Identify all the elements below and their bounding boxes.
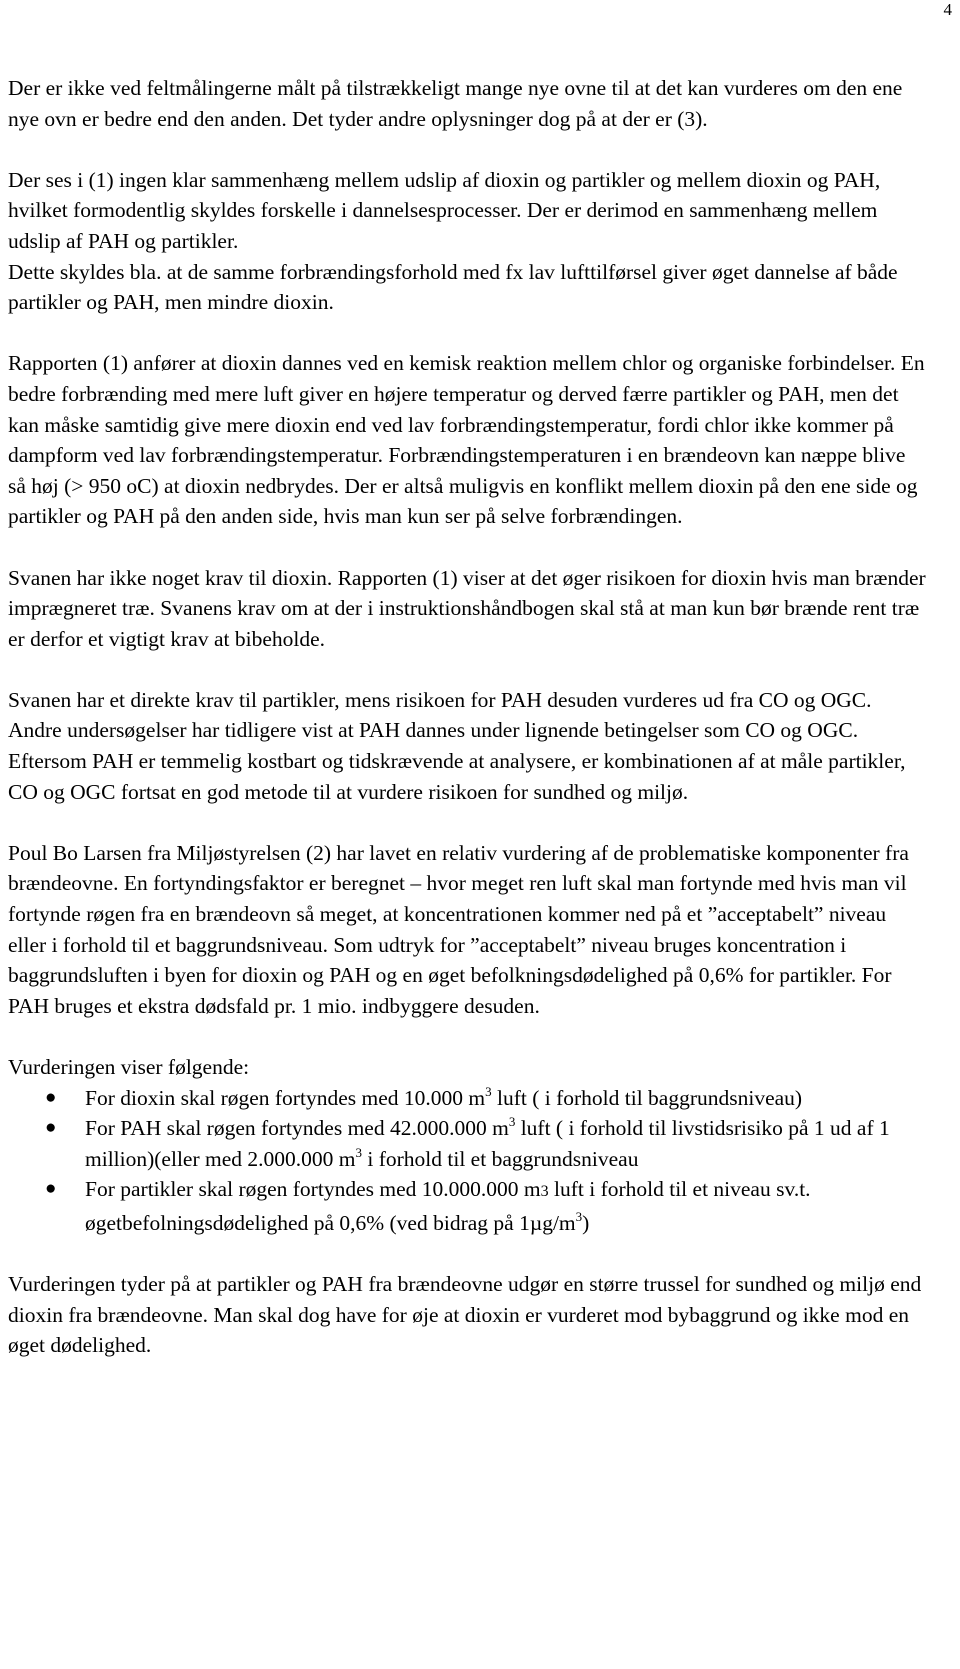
- bullet-icon: ●: [45, 1086, 57, 1108]
- paragraph-dioxin-formation: Rapporten (1) anfører at dioxin dannes ved en kemisk reaktion mellem chlor og organiske forbindelser. En bedre forbrænding med mere luft giver en højere temperatur og derved færre partikler og PAH, men det kan måske samtidig give mere dioxin end ved lav forbrændingstemperatur, fordi chlor ikke kommer på dampform ved lav forbrændingstemperatur. Forbrændingstemperaturen i en brændeovn kan næppe blive så høj (> 950 oC) at dioxin nedbrydes. Der er altså muligvis en konflikt mellem dioxin på den ene side og partikler og PAH på den anden side, hvis man kun ser på selve forbrændingen.: [8, 351, 925, 529]
- superscript: 3: [485, 1083, 492, 1099]
- list-item-text: luft ( i forhold til baggrundsniveau): [491, 1085, 803, 1110]
- bullet-icon: ●: [45, 1117, 57, 1139]
- paragraph-relative-assessment: Poul Bo Larsen fra Miljøstyrelsen (2) har lavet en relativ vurdering af de problematiske komponenter fra brændeovne. En fortyndingsfaktor er beregnet – hvor meget ren luft skal man fortynde med hvis man vil fortynde røgen fra en brændeovn så meget, at koncentrationen kommer ned på et ”acceptabelt” niveau eller i forhold til et baggrundsniveau. Som udtryk for ”acceptabelt” niveau bruges koncentration i baggrundsluften i byen for dioxin og PAH og en øget befolkningsdødelighed på 0,6% for partikler. For PAH bruges et ekstra dødsfald pr. 1 mio. indbyggere desuden.: [8, 840, 909, 1018]
- unit-exponent: 3: [540, 1183, 549, 1201]
- list-item-text: luft i forhold til et niveau sv.t. øgetbefolningsdødelighed på 0,6% (ved bidrag på 1µg/m: [85, 1177, 811, 1235]
- list-item-text: luft ( i forhold til livstidsrisiko på 1 ud af 1 million)(eller med 2.000.000 m: [85, 1116, 890, 1171]
- superscript: 3: [355, 1144, 362, 1160]
- paragraph-svanen-particles: Svanen har et direkte krav til partikler, mens risikoen for PAH desuden vurderes ud fra CO og OGC. Andre undersøgelser har tidligere vist at PAH dannes under lignende betingelser som CO og OGC. Eftersom PAH er temmelig kostbart og tidskrævende at analysere, er kombinationen af at måle partikler, CO og OGC fortsat en god metode til at vurdere risikoen for sundhed og miljø.: [8, 687, 906, 804]
- paragraph-new-stoves: Der er ikke ved feltmålingerne målt på tilstrækkeligt mange nye ovne til at det kan vurderes om den ene nye ovn er bedre end den anden. Det tyder andre oplysninger dog på at der er (3).: [8, 76, 903, 131]
- document-body: [8, 73, 928, 1392]
- list-item-text: For PAH skal røgen fortyndes med 42.000.000 m: [85, 1116, 509, 1141]
- list-item-pah: [8, 1113, 928, 1174]
- list-item-text: i forhold til et baggrundsniveau: [362, 1146, 639, 1171]
- paragraph-combustion-conditions: Dette skyldes bla. at de samme forbrændingsforhold med fx lav lufttilførsel giver øget dannelse af både partikler og PAH, men mindre dioxin.: [8, 259, 898, 315]
- list-item-text: For dioxin skal røgen fortyndes med 10.000 m: [85, 1085, 486, 1110]
- list-item-text: For partikler skal røgen fortyndes med 10.000.000 m: [85, 1177, 541, 1202]
- superscript: 3: [575, 1208, 583, 1224]
- paragraph-correlation: Der ses i (1) ingen klar sammenhæng mellem udslip af dioxin og partikler og mellem dioxin og PAH, hvilket formodentlig skyldes forskelle i dannelsesprocesser. Der er derimod en sammenhæng mellem udslip af PAH og partikler.: [8, 167, 881, 253]
- superscript: 3: [508, 1114, 516, 1130]
- bullet-icon: ●: [45, 1178, 57, 1200]
- paragraph-assessment-intro: Vurderingen viser følgende:: [8, 1055, 250, 1079]
- paragraph-svanen-dioxin: Svanen har ikke noget krav til dioxin. Rapporten (1) viser at det øger risikoen for dioxin hvis man brænder imprægneret træ. Svanens krav om at der i instruktionshåndbogen skal stå at man kun bør brænde rent træ er derfor et vigtigt krav at bibeholde.: [8, 565, 926, 651]
- paragraph-conclusion: Vurderingen tyder på at partikler og PAH fra brændeovne udgør en større trussel for sundhed og miljø end dioxin fra brændeovne. Man skal dog have for øje at dioxin er vurderet mod bybaggrund og ikke mod en øget dødelighed.: [8, 1272, 922, 1358]
- list-item-text: ): [582, 1210, 590, 1235]
- list-item-dioxin: [8, 1083, 928, 1114]
- assessment-list: [8, 1083, 928, 1239]
- list-item-particles: [8, 1174, 928, 1238]
- page-number: 4: [943, 0, 952, 19]
